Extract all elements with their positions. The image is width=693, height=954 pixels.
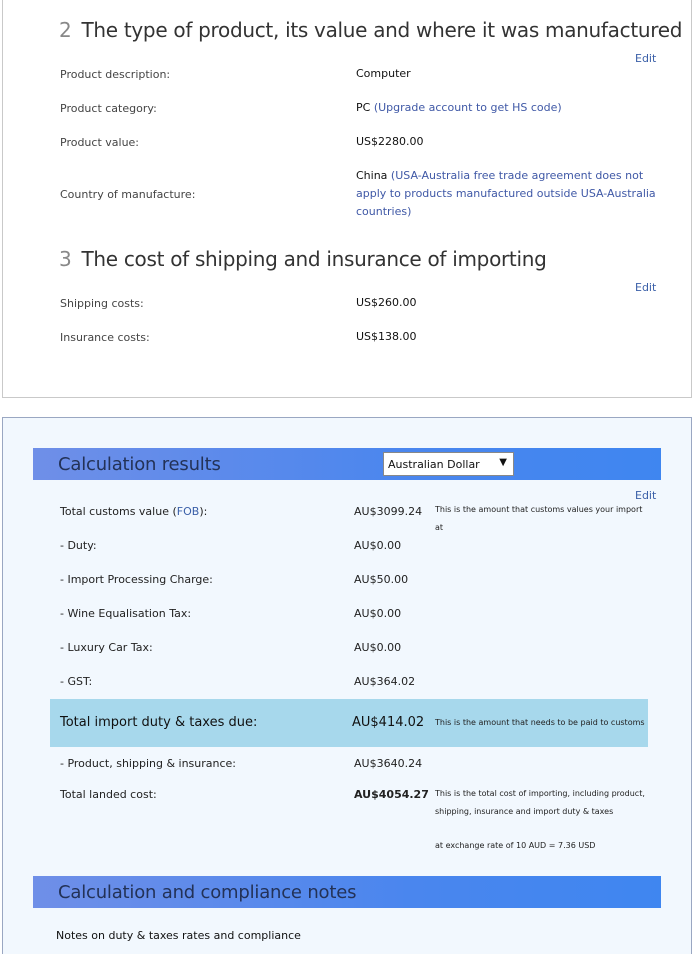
country-text: China [356,169,388,182]
duty-label: - Duty: [60,539,97,552]
notes-banner [33,876,661,908]
results-title: Calculation results [58,454,221,475]
import-processing-value: AU$50.00 [354,573,409,586]
notes-subtitle: Notes on duty & taxes rates and compliance [56,929,301,942]
landed-cost-note: This is the total cost of importing, including product, shipping, insurance and import duty & taxes [435,789,645,816]
luxury-car-tax-value: AU$0.00 [354,641,402,654]
product-category-value [356,99,562,117]
product-category-text: PC [356,101,371,114]
section-3-title [59,247,547,271]
country-label: Country of manufacture: [60,188,196,201]
gst-label: - GST: [60,675,93,688]
product-description-value [356,65,411,83]
edit-results-link[interactable]: Edit [635,489,657,502]
product-value-value [356,133,424,151]
gst-value: AU$364.02 [354,675,416,688]
shipping-costs-value: US$260.00 [356,296,417,309]
fta-note: (USA-Australia free trade agreement does not apply to products manufactured outside USA-Australia countries) [356,169,656,218]
luxury-car-tax-label: - Luxury Car Tax: [60,641,153,654]
wine-tax-value: AU$0.00 [354,607,402,620]
product-category-label: Product category: [60,102,157,115]
product-value-text: US$2280.00 [356,135,424,148]
dropdown-arrow-icon: ▼ [499,457,507,468]
edit-shipping-link[interactable]: Edit [635,281,657,294]
product-shipping-value: AU$3640.24 [354,757,423,770]
customs-value-label [60,505,207,518]
product-shipping-label: - Product, shipping & insurance: [60,757,237,770]
insurance-costs-value: US$138.00 [356,330,417,343]
customs-value-label-prefix: Total customs value ( [60,505,177,518]
section-2-title-text: The type of product, its value and where it was manufactured [81,18,683,42]
landed-cost-label: Total landed cost: [60,788,157,801]
product-description-label: Product description: [60,68,171,81]
country-value [356,167,656,221]
import-processing-label: - Import Processing Charge: [60,573,213,586]
duty-value: AU$0.00 [354,539,402,552]
section-2-number: 2 [59,18,72,42]
customs-value-amount: AU$3099.24 [354,505,423,518]
product-details-panel [2,0,692,398]
calculation-results-panel [2,417,692,954]
total-due-row [50,699,648,747]
section-3-title-text: The cost of shipping and insurance of importing [81,247,547,271]
currency-select[interactable] [383,452,514,476]
customs-value-label-suffix: ): [199,505,208,518]
wine-tax-label: - Wine Equalisation Tax: [60,607,192,620]
total-due-value: AU$414.02 [352,715,425,730]
results-banner [33,448,661,480]
fob-link[interactable]: FOB [176,505,200,518]
section-2-title [59,18,682,42]
total-due-note: This is the amount that needs to be paid to customs [435,718,645,727]
upgrade-hs-code-link[interactable]: (Upgrade account to get HS code) [373,101,562,114]
edit-product-link[interactable]: Edit [635,52,657,65]
total-due-label: Total import duty & taxes due: [60,715,258,730]
currency-select-value: Australian Dollar [388,458,480,471]
product-value-label: Product value: [60,136,140,149]
insurance-costs-label: Insurance costs: [60,331,150,344]
notes-title: Calculation and compliance notes [58,882,357,903]
landed-cost-value: AU$4054.27 [354,788,429,801]
product-description-text: Computer [356,67,411,80]
customs-value-note: This is the amount that customs values your import at [435,505,643,532]
shipping-costs-label: Shipping costs: [60,297,144,310]
section-3-number: 3 [59,247,72,271]
exchange-rate-note: at exchange rate of 10 AUD = 7.36 USD [435,841,596,850]
